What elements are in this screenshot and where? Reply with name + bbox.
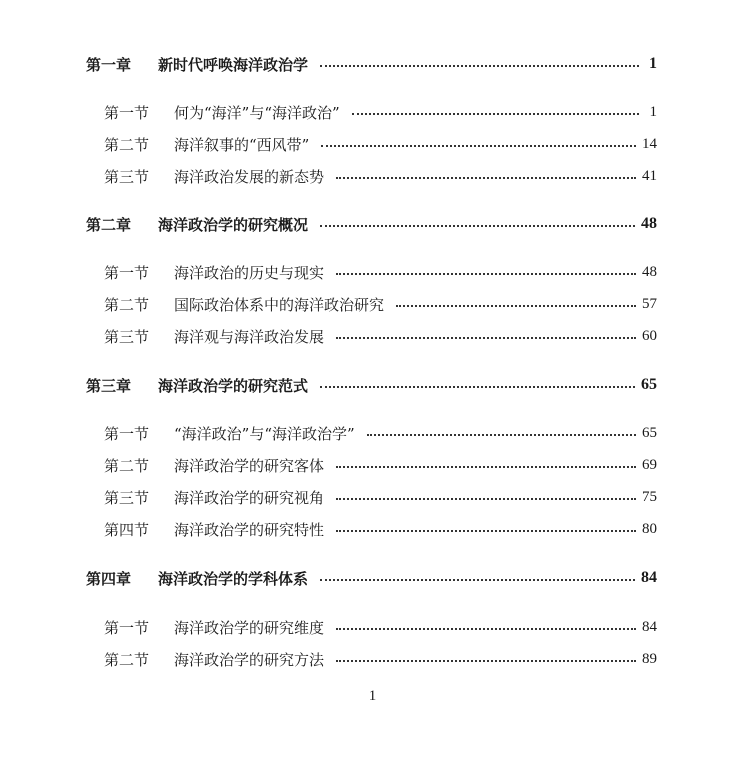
dot-leader xyxy=(336,466,636,468)
chapter-number: 第四章 xyxy=(86,569,132,588)
dot-leader xyxy=(321,145,636,147)
toc-section-1-2[interactable] xyxy=(104,132,657,156)
section-number: 第四节 xyxy=(104,520,150,539)
toc-section-3-2[interactable] xyxy=(104,453,657,477)
toc-section-2-1[interactable] xyxy=(104,260,657,284)
dot-leader xyxy=(320,579,635,581)
section-page-number: 65 xyxy=(642,424,657,441)
section-title: 国际政治体系中的海洋政治研究 xyxy=(174,295,385,314)
section-title: “海洋政治”与“海洋政治学” xyxy=(174,424,355,443)
toc-section-4-1[interactable] xyxy=(104,615,657,639)
section-page-number: 60 xyxy=(642,327,657,344)
dot-leader xyxy=(336,337,636,339)
toc-chapter-4[interactable] xyxy=(86,566,657,590)
section-number: 第二节 xyxy=(104,650,150,669)
toc-section-2-2[interactable] xyxy=(104,292,657,316)
dot-leader xyxy=(320,225,635,227)
chapter-title: 新时代呼唤海洋政治学 xyxy=(158,55,309,74)
chapter-number: 第二章 xyxy=(86,215,132,234)
dot-leader xyxy=(336,628,636,630)
toc-section-1-1[interactable] xyxy=(104,100,657,124)
page-footer-number: 1 xyxy=(368,688,377,704)
section-number: 第一节 xyxy=(104,263,150,282)
dot-leader xyxy=(336,660,636,662)
dot-leader xyxy=(336,498,636,500)
section-page-number: 89 xyxy=(642,650,657,667)
section-number: 第三节 xyxy=(104,167,150,186)
toc-section-1-3[interactable] xyxy=(104,164,657,188)
toc-section-3-4[interactable] xyxy=(104,517,657,541)
chapter-title: 海洋政治学的研究范式 xyxy=(158,376,309,395)
section-number: 第三节 xyxy=(104,327,150,346)
section-number: 第一节 xyxy=(104,424,150,443)
section-page-number: 84 xyxy=(642,618,657,635)
chapter-page-number: 1 xyxy=(649,55,657,72)
section-page-number: 75 xyxy=(642,488,657,505)
dot-leader xyxy=(320,65,639,67)
section-title: 海洋叙事的“西风带” xyxy=(174,135,310,154)
dot-leader xyxy=(352,113,639,115)
chapter-number: 第一章 xyxy=(86,55,132,74)
section-page-number: 80 xyxy=(642,520,657,537)
section-page-number: 48 xyxy=(642,263,657,280)
chapter-page-number: 48 xyxy=(641,215,657,232)
dot-leader xyxy=(336,177,636,179)
section-title: 海洋政治学的研究特性 xyxy=(174,520,325,539)
section-page-number: 69 xyxy=(642,456,657,473)
section-title: 海洋政治学的研究客体 xyxy=(174,456,325,475)
section-page-number: 57 xyxy=(642,295,657,312)
chapter-number: 第三章 xyxy=(86,376,132,395)
section-title: 海洋政治学的研究视角 xyxy=(174,488,325,507)
section-page-number: 1 xyxy=(649,103,657,120)
toc-chapter-3[interactable] xyxy=(86,373,657,397)
section-title: 海洋政治学的研究方法 xyxy=(174,650,325,669)
section-page-number: 14 xyxy=(642,135,657,152)
section-number: 第一节 xyxy=(104,618,150,637)
section-number: 第二节 xyxy=(104,135,150,154)
section-number: 第二节 xyxy=(104,295,150,314)
section-number: 第二节 xyxy=(104,456,150,475)
toc-chapter-2[interactable] xyxy=(86,212,657,236)
chapter-title: 海洋政治学的学科体系 xyxy=(158,569,309,588)
section-number: 第一节 xyxy=(104,103,150,122)
section-title: 海洋政治发展的新态势 xyxy=(174,167,325,186)
dot-leader xyxy=(336,530,636,532)
toc-section-3-1[interactable] xyxy=(104,421,657,445)
toc-section-2-3[interactable] xyxy=(104,324,657,348)
chapter-page-number: 84 xyxy=(641,569,657,586)
section-number: 第三节 xyxy=(104,488,150,507)
dot-leader xyxy=(336,273,636,275)
section-page-number: 41 xyxy=(642,167,657,184)
dot-leader xyxy=(396,305,636,307)
toc-section-3-3[interactable] xyxy=(104,485,657,509)
chapter-page-number: 65 xyxy=(641,376,657,393)
dot-leader xyxy=(367,434,636,436)
toc-section-4-2[interactable] xyxy=(104,647,657,671)
section-title: 何为“海洋”与“海洋政治” xyxy=(174,103,340,122)
toc-chapter-1[interactable] xyxy=(86,52,657,76)
dot-leader xyxy=(320,386,635,388)
section-title: 海洋政治学的研究维度 xyxy=(174,618,325,637)
section-title: 海洋政治的历史与现实 xyxy=(174,263,325,282)
section-title: 海洋观与海洋政治发展 xyxy=(174,327,325,346)
chapter-title: 海洋政治学的研究概况 xyxy=(158,215,309,234)
